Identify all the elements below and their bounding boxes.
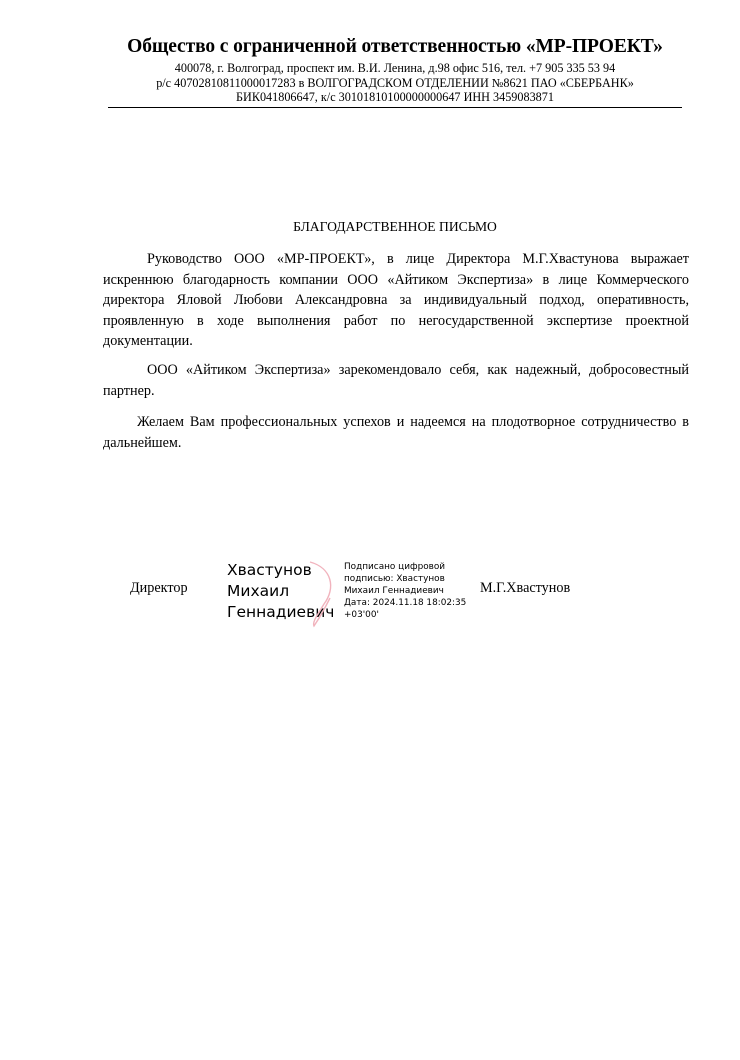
signer-first-name: Михаил: [227, 582, 290, 600]
bank-account-line: р/с 40702810811000017283 в ВОЛГОГРАДСКОМ ОТДЕЛЕНИИ №8621 ПАО «СБЕРБАНК»: [156, 75, 634, 90]
signer-patronymic: Геннадиевич: [227, 603, 335, 621]
bank-details-line: БИК041806647, к/с 30101810100000000647 ИНН 3459083871: [236, 90, 554, 104]
organization-name: Общество с ограниченной ответственностью «МР-ПРОЕКТ»: [127, 36, 663, 57]
digital-signature-details: [344, 561, 466, 621]
signer-surname: Хвастунов: [227, 561, 312, 579]
paragraph-wishes: Желаем Вам профессиональных успехов и надеемся на плодотворное сотрудничество в дальнейшем.: [103, 414, 689, 451]
signature-timezone: +03'00': [344, 610, 379, 620]
signer-position: Директор: [130, 580, 188, 596]
signature-scribble-icon: [302, 558, 342, 628]
paragraph-recommendation: ООО «Айтиком Экспертиза» зарекомендовало себя, как надежный, добросовестный партнер.: [103, 362, 689, 399]
letter-title: БЛАГОДАРСТВЕННОЕ ПИСЬМО: [293, 219, 497, 234]
address-line: 400078, г. Волгоград, проспект им. В.И. Ленина, д.98 офис 516, тел. +7 905 335 53 94: [174, 61, 616, 75]
signature-date: Дата: 2024.11.18 18:02:35: [344, 598, 467, 608]
signature-line: Михаил Геннадиевич: [344, 586, 444, 596]
paragraph-gratitude: Руководство ООО «МР-ПРОЕКТ», в лице Директора М.Г.Хвастунова выражает искреннюю благодарность компании ООО «Айтиком Экспертиза» в лице Коммерческого директора Яловой Любови Александровна за индивидуальный подход, оперативность, проявленную в ходе выполнения работ по негосударственной экспертизе проектной документации.: [103, 251, 689, 350]
header-divider: [108, 107, 682, 108]
letterhead: [108, 36, 682, 105]
signature-line: подписью: Хвастунов: [344, 574, 445, 584]
signature-line: Подписано цифровой: [344, 562, 446, 572]
signer-short-name: М.Г.Хвастунов: [480, 580, 571, 596]
